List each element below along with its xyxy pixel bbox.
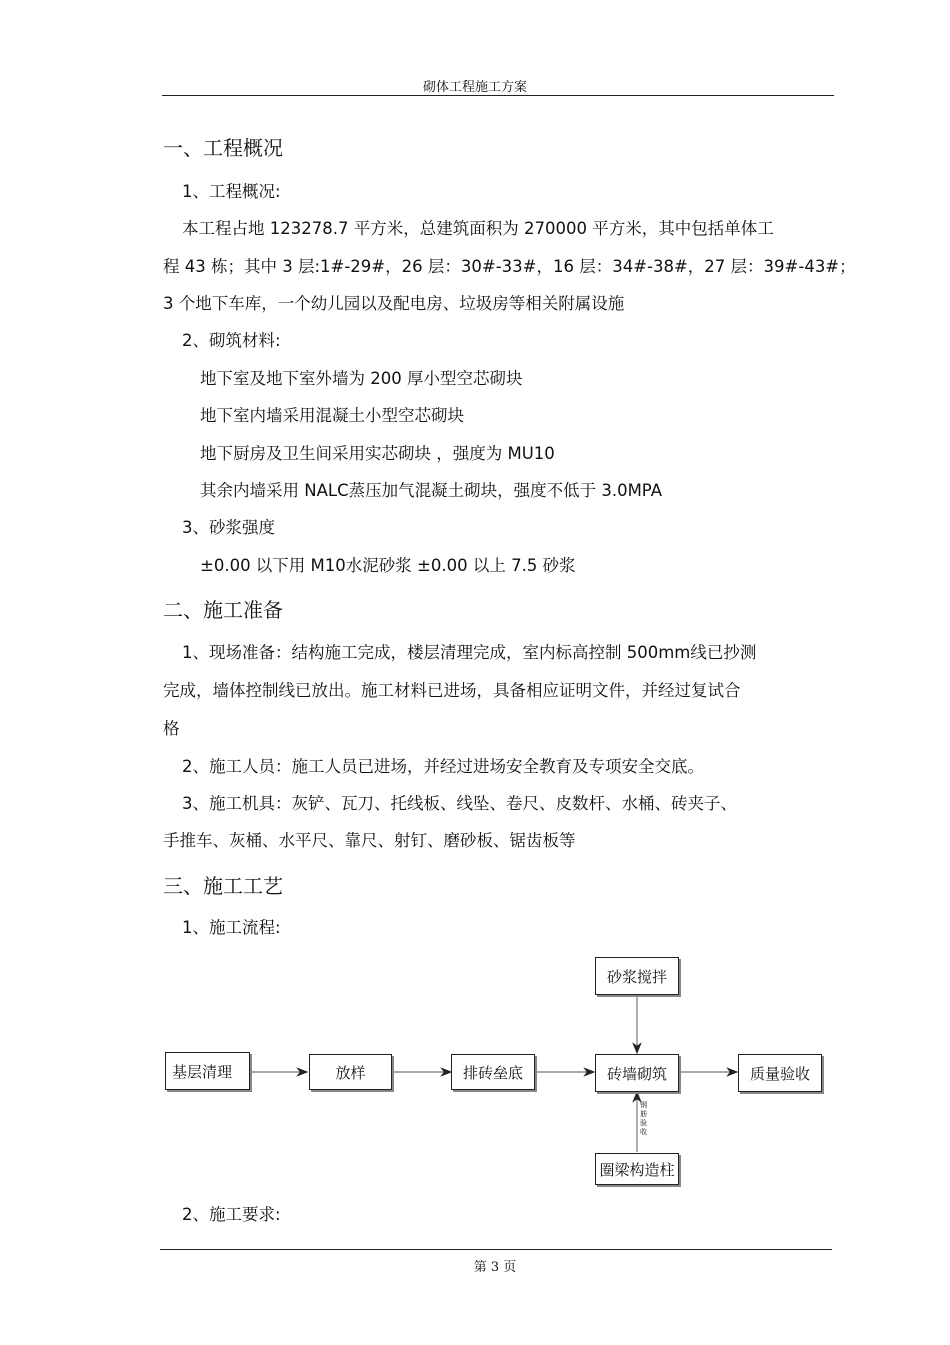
subheading-requirements: 2、施工要求: [182,1205,281,1224]
prep-item1-line-1: 1、现场准备：结构施工完成，楼层清理完成，室内标高控制 500mm线已抄测 [182,643,757,662]
flow-box-base-cleaning: 基层清理 [165,1052,250,1090]
mortar-line: ±0.00 以下用 M10水泥砂浆 ±0.00 以上 7.5 砂浆 [200,556,576,575]
arrow-label-char: 收 [640,1128,647,1136]
arrow-label-rebar-inspection [640,1101,648,1137]
overview-line-3: 3 个地下车库，一个幼儿园以及配电房、垃圾房等相关附属设施 [163,294,625,313]
flow-box-brick-base: 排砖垒底 [451,1054,535,1090]
subheading-overview: 1、工程概况: [182,182,281,201]
material-line-3: 地下厨房及卫生间采用实芯砌块 ，强度为 MU10 [200,444,555,463]
prep-item1-line-3: 格 [163,719,180,738]
arrow-label-char: 验 [640,1119,647,1127]
flow-box-layout: 放样 [309,1054,392,1090]
page-number: 第 3 页 [473,1260,517,1275]
arrow-label-char: 钢 [640,1101,647,1109]
footer-rule [160,1249,832,1250]
overview-line-2: 程 43 栋；其中 3 层:1#-29#，26 层：30#-33#，16 层：34#-38#，27 层：39#-43#； [163,257,856,276]
material-line-4: 其余内墙采用 NALC蒸压加气混凝土砌块，强度不低于 3.0MPA [200,481,662,500]
section-heading-process: 三、施工工艺 [163,874,283,898]
prep-item3-line-1: 3、施工机具：灰铲、瓦刀、托线板、线坠、卷尺、皮数杆、水桶、砖夹子、 [182,794,737,813]
prep-item3-line-2: 手推车、灰桶、水平尺、靠尺、射钉、磨砂板、锯齿板等 [163,831,576,850]
section-heading-overview: 一、工程概况 [163,136,283,160]
overview-line-1: 本工程占地 123278.7 平方米，总建筑面积为 270000 平方米，其中包括单体工 [182,219,774,238]
flow-box-quality-inspection: 质量验收 [738,1054,822,1092]
subheading-materials: 2、砌筑材料: [182,331,281,350]
flow-box-mortar-mixing: 砂浆搅拌 [595,957,679,995]
subheading-flow: 1、施工流程: [182,918,281,937]
page-header-title: 砌体工程施工方案 [422,80,527,95]
arrow-label-char: 筋 [640,1110,647,1118]
material-line-2: 地下室内墙采用混凝土小型空芯砌块 [200,406,464,425]
prep-item2: 2、施工人员：施工人员已进场，并经过进场安全教育及专项安全交底。 [182,757,704,776]
prep-item1-line-2: 完成，墙体控制线已放出。施工材料已进场，具备相应证明文件，并经过复试合 [163,681,741,700]
subheading-mortar: 3、砂浆强度 [182,518,275,537]
flow-box-ring-beam-column: 圈梁构造柱 [595,1153,679,1185]
flow-box-wall-masonry: 砖墙砌筑 [595,1054,679,1092]
material-line-1: 地下室及地下室外墙为 200 厚小型空芯砌块 [200,369,523,388]
section-heading-preparation: 二、施工准备 [163,598,283,622]
